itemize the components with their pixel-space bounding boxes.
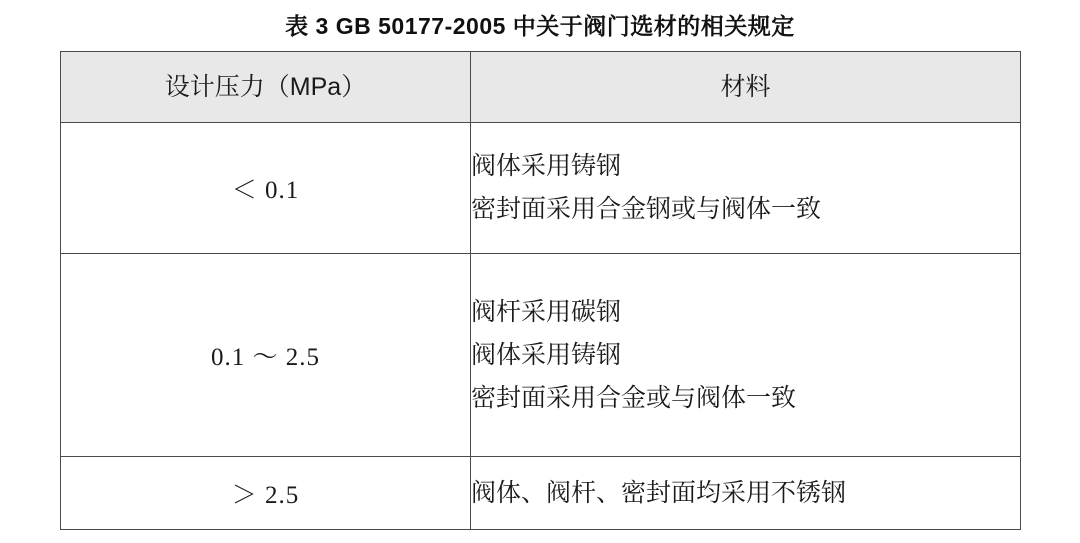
material-line: 密封面采用合金钢或与阀体一致 <box>471 195 822 223</box>
cell-design-pressure: ＜ 0.1 <box>61 123 471 254</box>
table-row <box>61 123 1021 254</box>
table-container <box>60 51 1020 530</box>
cell-design-pressure: ＞ 2.5 <box>61 457 471 530</box>
column-header-design-pressure <box>61 52 471 123</box>
cell-material <box>471 254 1021 457</box>
column-header-material-label: 材料 <box>720 73 771 101</box>
table-row <box>61 457 1021 530</box>
cell-material <box>471 123 1021 254</box>
material-line: 阀体采用铸钢 <box>471 340 622 369</box>
cell-design-pressure: 0.1 ～ 2.5 <box>61 254 471 457</box>
cell-material <box>471 457 1021 530</box>
table-row <box>61 254 1021 457</box>
table-header-row <box>61 52 1021 123</box>
column-header-design-pressure-label: 设计压力（MPa） <box>164 73 367 101</box>
material-line: 阀体、阀杆、密封面均采用不锈钢 <box>471 479 847 507</box>
table-caption: 表 3 GB 50177-2005 中关于阀门选材的相关规定 <box>285 13 795 39</box>
material-line: 阀杆采用碳钢 <box>471 297 622 326</box>
material-line: 密封面采用合金或与阀体一致 <box>471 383 797 412</box>
valve-material-table <box>60 51 1021 530</box>
column-header-material <box>471 52 1021 123</box>
table-header <box>61 52 1021 123</box>
table-body <box>61 123 1021 530</box>
material-line: 阀体采用铸钢 <box>471 152 622 180</box>
